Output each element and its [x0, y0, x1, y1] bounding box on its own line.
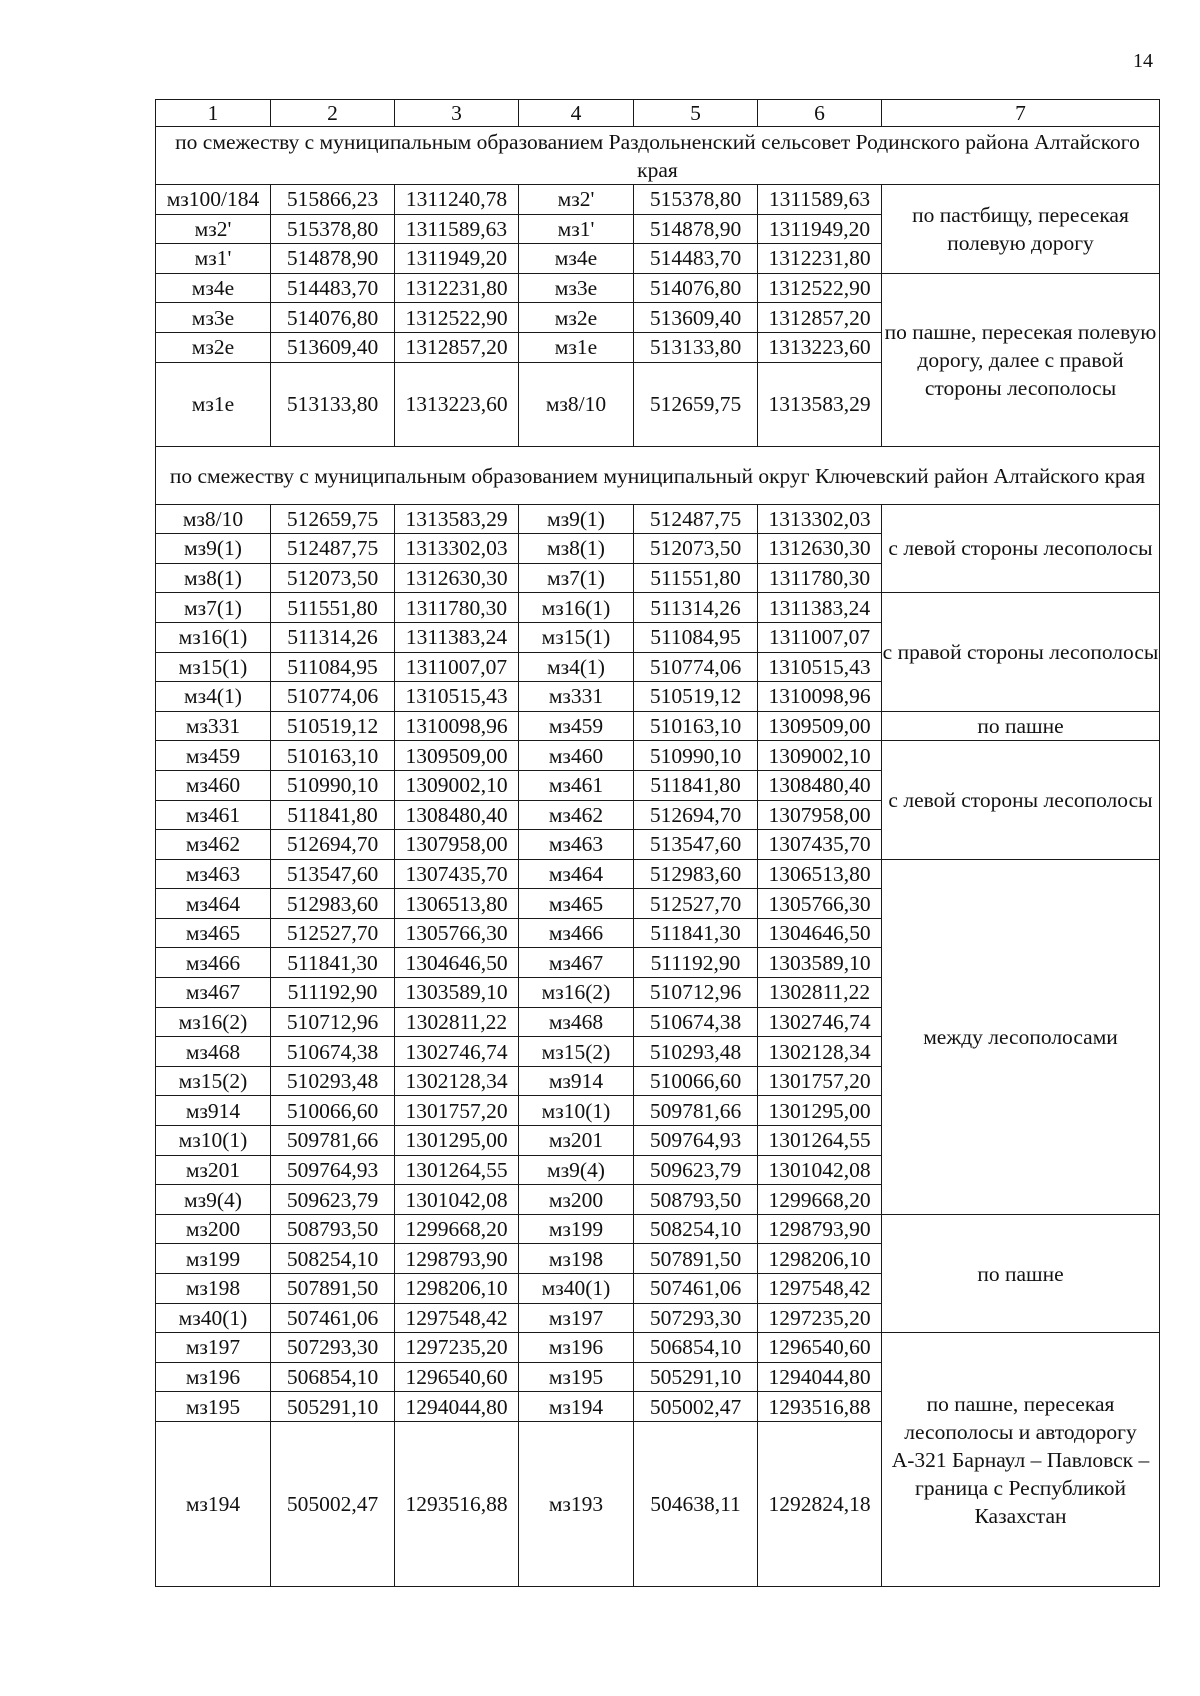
from-x-cell: 512983,60 [271, 889, 395, 919]
from-y-cell: 1309509,00 [395, 741, 519, 771]
boundary-description-cell: по пастбищу, пересекая полевую дорогу [882, 185, 1160, 274]
to-y-cell: 1298793,90 [758, 1214, 882, 1244]
from-y-cell: 1302128,34 [395, 1066, 519, 1096]
boundary-coordinates-table-wrap [155, 99, 1159, 1587]
boundary-description-cell: по пашне [882, 711, 1160, 741]
to-x-cell: 504638,11 [634, 1421, 758, 1586]
to-x-cell: 509764,93 [634, 1126, 758, 1156]
to-point-cell: мз464 [519, 859, 634, 889]
from-y-cell: 1296540,60 [395, 1362, 519, 1392]
from-x-cell: 509764,93 [271, 1155, 395, 1185]
to-point-cell: мз200 [519, 1185, 634, 1215]
from-x-cell: 509781,66 [271, 1126, 395, 1156]
to-y-cell: 1302128,34 [758, 1037, 882, 1067]
boundary-description-cell: с левой стороны лесополосы [882, 741, 1160, 859]
boundary-description-cell: по пашне [882, 1214, 1160, 1332]
from-point-cell: мз40(1) [156, 1303, 271, 1333]
to-y-cell: 1298206,10 [758, 1244, 882, 1274]
from-x-cell: 505291,10 [271, 1392, 395, 1422]
from-point-cell: мз100/184 [156, 185, 271, 215]
from-x-cell: 513133,80 [271, 362, 395, 446]
to-point-cell: мз2' [519, 185, 634, 215]
to-point-cell: мз466 [519, 918, 634, 948]
to-point-cell: мз7(1) [519, 563, 634, 593]
to-x-cell: 505291,10 [634, 1362, 758, 1392]
from-x-cell: 510066,60 [271, 1096, 395, 1126]
to-y-cell: 1297548,42 [758, 1274, 882, 1304]
to-point-cell: мз4(1) [519, 652, 634, 682]
from-point-cell: мз331 [156, 711, 271, 741]
to-x-cell: 509781,66 [634, 1096, 758, 1126]
from-point-cell: мз201 [156, 1155, 271, 1185]
to-point-cell: мз331 [519, 682, 634, 712]
from-y-cell: 1312522,90 [395, 303, 519, 333]
to-x-cell: 511841,80 [634, 770, 758, 800]
to-y-cell: 1313302,03 [758, 504, 882, 534]
to-y-cell: 1294044,80 [758, 1362, 882, 1392]
boundary-description-cell: по пашне, пересекая полевую дорогу, далее с правой стороны лесополосы [882, 273, 1160, 446]
to-y-cell: 1297235,20 [758, 1303, 882, 1333]
from-point-cell: мз2е [156, 332, 271, 362]
to-y-cell: 1310098,96 [758, 682, 882, 712]
to-x-cell: 509623,79 [634, 1155, 758, 1185]
from-point-cell: мз460 [156, 770, 271, 800]
column-header-1: 1 [156, 100, 271, 127]
to-y-cell: 1312630,30 [758, 534, 882, 564]
to-point-cell: мз40(1) [519, 1274, 634, 1304]
to-point-cell: мз9(4) [519, 1155, 634, 1185]
to-y-cell: 1309002,10 [758, 741, 882, 771]
from-x-cell: 513609,40 [271, 332, 395, 362]
table-row [156, 504, 1160, 534]
from-point-cell: мз2' [156, 214, 271, 244]
from-y-cell: 1301042,08 [395, 1185, 519, 1215]
from-y-cell: 1312857,20 [395, 332, 519, 362]
from-x-cell: 512527,70 [271, 918, 395, 948]
to-point-cell: мз468 [519, 1007, 634, 1037]
to-x-cell: 510163,10 [634, 711, 758, 741]
to-point-cell: мз16(1) [519, 593, 634, 623]
boundary-description-cell: с левой стороны лесополосы [882, 504, 1160, 593]
to-y-cell: 1301295,00 [758, 1096, 882, 1126]
to-y-cell: 1302746,74 [758, 1007, 882, 1037]
to-x-cell: 507461,06 [634, 1274, 758, 1304]
to-x-cell: 510519,12 [634, 682, 758, 712]
to-y-cell: 1312857,20 [758, 303, 882, 333]
to-y-cell: 1299668,20 [758, 1185, 882, 1215]
to-y-cell: 1304646,50 [758, 918, 882, 948]
from-y-cell: 1298793,90 [395, 1244, 519, 1274]
to-point-cell: мз465 [519, 889, 634, 919]
from-x-cell: 511841,80 [271, 800, 395, 830]
from-y-cell: 1304646,50 [395, 948, 519, 978]
to-point-cell: мз15(1) [519, 622, 634, 652]
to-y-cell: 1310515,43 [758, 652, 882, 682]
to-point-cell: мз10(1) [519, 1096, 634, 1126]
from-point-cell: мз10(1) [156, 1126, 271, 1156]
from-x-cell: 510674,38 [271, 1037, 395, 1067]
from-y-cell: 1302811,22 [395, 1007, 519, 1037]
from-x-cell: 510163,10 [271, 741, 395, 771]
section-title-row [156, 127, 1160, 185]
from-x-cell: 512659,75 [271, 504, 395, 534]
boundary-description-cell: по пашне, пересекая лесополосы и автодорогу А-321 Барнаул – Павловск – граница с Республикой Казахстан [882, 1333, 1160, 1587]
from-x-cell: 513547,60 [271, 859, 395, 889]
from-x-cell: 510990,10 [271, 770, 395, 800]
to-point-cell: мз15(2) [519, 1037, 634, 1067]
to-x-cell: 510066,60 [634, 1066, 758, 1096]
from-point-cell: мз9(1) [156, 534, 271, 564]
to-y-cell: 1292824,18 [758, 1421, 882, 1586]
to-x-cell: 514076,80 [634, 273, 758, 303]
to-x-cell: 512487,75 [634, 504, 758, 534]
to-y-cell: 1306513,80 [758, 859, 882, 889]
from-y-cell: 1306513,80 [395, 889, 519, 919]
to-y-cell: 1303589,10 [758, 948, 882, 978]
from-y-cell: 1311949,20 [395, 244, 519, 274]
from-y-cell: 1312630,30 [395, 563, 519, 593]
from-y-cell: 1293516,88 [395, 1421, 519, 1586]
to-x-cell: 511551,80 [634, 563, 758, 593]
from-point-cell: мз9(4) [156, 1185, 271, 1215]
to-y-cell: 1301042,08 [758, 1155, 882, 1185]
table-row [156, 859, 1160, 889]
to-x-cell: 512694,70 [634, 800, 758, 830]
from-x-cell: 512694,70 [271, 830, 395, 860]
from-y-cell: 1308480,40 [395, 800, 519, 830]
to-x-cell: 511841,30 [634, 918, 758, 948]
from-y-cell: 1311383,24 [395, 622, 519, 652]
from-y-cell: 1299668,20 [395, 1214, 519, 1244]
table-row [156, 1333, 1160, 1363]
from-point-cell: мз461 [156, 800, 271, 830]
from-y-cell: 1301295,00 [395, 1126, 519, 1156]
from-x-cell: 514076,80 [271, 303, 395, 333]
to-x-cell: 510990,10 [634, 741, 758, 771]
from-point-cell: мз8/10 [156, 504, 271, 534]
column-header-2: 2 [271, 100, 395, 127]
from-x-cell: 511192,90 [271, 978, 395, 1008]
to-x-cell: 510712,96 [634, 978, 758, 1008]
to-x-cell: 511192,90 [634, 948, 758, 978]
to-x-cell: 510674,38 [634, 1007, 758, 1037]
from-y-cell: 1301264,55 [395, 1155, 519, 1185]
boundary-description-cell: между лесополосами [882, 859, 1160, 1214]
from-x-cell: 510774,06 [271, 682, 395, 712]
to-y-cell: 1301757,20 [758, 1066, 882, 1096]
to-y-cell: 1302811,22 [758, 978, 882, 1008]
from-point-cell: мз4(1) [156, 682, 271, 712]
to-x-cell: 512527,70 [634, 889, 758, 919]
to-x-cell: 512073,50 [634, 534, 758, 564]
from-y-cell: 1302746,74 [395, 1037, 519, 1067]
from-point-cell: мз198 [156, 1274, 271, 1304]
column-header-4: 4 [519, 100, 634, 127]
to-point-cell: мз16(2) [519, 978, 634, 1008]
to-point-cell: мз199 [519, 1214, 634, 1244]
to-x-cell: 514483,70 [634, 244, 758, 274]
to-point-cell: мз197 [519, 1303, 634, 1333]
page-number: 14 [1133, 50, 1153, 72]
table-row [156, 273, 1160, 303]
table-body [156, 127, 1160, 1587]
from-x-cell: 511314,26 [271, 622, 395, 652]
to-y-cell: 1301264,55 [758, 1126, 882, 1156]
to-point-cell: мз1' [519, 214, 634, 244]
from-x-cell: 508254,10 [271, 1244, 395, 1274]
from-y-cell: 1297548,42 [395, 1303, 519, 1333]
from-y-cell: 1311007,07 [395, 652, 519, 682]
from-x-cell: 514878,90 [271, 244, 395, 274]
to-x-cell: 515378,80 [634, 185, 758, 215]
to-point-cell: мз9(1) [519, 504, 634, 534]
table-row [156, 1214, 1160, 1244]
to-point-cell: мз198 [519, 1244, 634, 1274]
from-y-cell: 1313223,60 [395, 362, 519, 446]
to-point-cell: мз2е [519, 303, 634, 333]
to-point-cell: мз201 [519, 1126, 634, 1156]
from-point-cell: мз467 [156, 978, 271, 1008]
to-y-cell: 1307958,00 [758, 800, 882, 830]
from-x-cell: 515866,23 [271, 185, 395, 215]
boundary-coordinates-table [155, 99, 1160, 1587]
from-x-cell: 509623,79 [271, 1185, 395, 1215]
to-y-cell: 1311780,30 [758, 563, 882, 593]
to-x-cell: 511314,26 [634, 593, 758, 623]
from-y-cell: 1307958,00 [395, 830, 519, 860]
column-header-5: 5 [634, 100, 758, 127]
to-x-cell: 507891,50 [634, 1244, 758, 1274]
to-x-cell: 505002,47 [634, 1392, 758, 1422]
to-point-cell: мз193 [519, 1421, 634, 1586]
to-y-cell: 1313223,60 [758, 332, 882, 362]
column-header-7: 7 [882, 100, 1160, 127]
to-point-cell: мз467 [519, 948, 634, 978]
to-point-cell: мз196 [519, 1333, 634, 1363]
to-y-cell: 1312231,80 [758, 244, 882, 274]
section-title: по смежеству с муниципальным образованием Раздольненский сельсовет Родинского района Алтайского края [156, 127, 1160, 185]
to-x-cell: 513547,60 [634, 830, 758, 860]
to-point-cell: мз194 [519, 1392, 634, 1422]
to-x-cell: 512983,60 [634, 859, 758, 889]
from-point-cell: мз16(2) [156, 1007, 271, 1037]
column-header-3: 3 [395, 100, 519, 127]
to-point-cell: мз8/10 [519, 362, 634, 446]
from-x-cell: 510519,12 [271, 711, 395, 741]
from-x-cell: 512073,50 [271, 563, 395, 593]
from-y-cell: 1311240,78 [395, 185, 519, 215]
from-point-cell: мз200 [156, 1214, 271, 1244]
from-x-cell: 511841,30 [271, 948, 395, 978]
from-x-cell: 507461,06 [271, 1303, 395, 1333]
to-x-cell: 507293,30 [634, 1303, 758, 1333]
to-x-cell: 513133,80 [634, 332, 758, 362]
to-x-cell: 510774,06 [634, 652, 758, 682]
to-point-cell: мз1е [519, 332, 634, 362]
to-y-cell: 1296540,60 [758, 1333, 882, 1363]
from-point-cell: мз15(2) [156, 1066, 271, 1096]
from-x-cell: 510712,96 [271, 1007, 395, 1037]
to-x-cell: 506854,10 [634, 1333, 758, 1363]
from-x-cell: 515378,80 [271, 214, 395, 244]
section-title-row [156, 446, 1160, 504]
to-x-cell: 511084,95 [634, 622, 758, 652]
from-x-cell: 508793,50 [271, 1214, 395, 1244]
from-point-cell: мз466 [156, 948, 271, 978]
to-point-cell: мз4е [519, 244, 634, 274]
to-x-cell: 514878,90 [634, 214, 758, 244]
from-y-cell: 1312231,80 [395, 273, 519, 303]
to-point-cell: мз461 [519, 770, 634, 800]
from-point-cell: мз464 [156, 889, 271, 919]
to-x-cell: 513609,40 [634, 303, 758, 333]
from-point-cell: мз914 [156, 1096, 271, 1126]
to-y-cell: 1305766,30 [758, 889, 882, 919]
to-y-cell: 1307435,70 [758, 830, 882, 860]
from-point-cell: мз8(1) [156, 563, 271, 593]
to-point-cell: мз3е [519, 273, 634, 303]
from-point-cell: мз1' [156, 244, 271, 274]
from-y-cell: 1311780,30 [395, 593, 519, 623]
from-x-cell: 505002,47 [271, 1421, 395, 1586]
from-point-cell: мз465 [156, 918, 271, 948]
from-point-cell: мз7(1) [156, 593, 271, 623]
from-point-cell: мз196 [156, 1362, 271, 1392]
to-point-cell: мз459 [519, 711, 634, 741]
to-point-cell: мз914 [519, 1066, 634, 1096]
from-y-cell: 1305766,30 [395, 918, 519, 948]
from-x-cell: 510293,48 [271, 1066, 395, 1096]
from-point-cell: мз468 [156, 1037, 271, 1067]
from-x-cell: 511084,95 [271, 652, 395, 682]
from-y-cell: 1303589,10 [395, 978, 519, 1008]
from-x-cell: 507891,50 [271, 1274, 395, 1304]
header-row [156, 100, 1160, 127]
from-point-cell: мз197 [156, 1333, 271, 1363]
to-x-cell: 508254,10 [634, 1214, 758, 1244]
from-point-cell: мз4е [156, 273, 271, 303]
from-y-cell: 1307435,70 [395, 859, 519, 889]
table-row [156, 185, 1160, 215]
to-y-cell: 1311383,24 [758, 593, 882, 623]
from-point-cell: мз463 [156, 859, 271, 889]
from-point-cell: мз462 [156, 830, 271, 860]
from-point-cell: мз194 [156, 1421, 271, 1586]
from-y-cell: 1297235,20 [395, 1333, 519, 1363]
to-x-cell: 512659,75 [634, 362, 758, 446]
boundary-description-cell: с правой стороны лесополосы [882, 593, 1160, 711]
table-row [156, 711, 1160, 741]
to-y-cell: 1311007,07 [758, 622, 882, 652]
from-point-cell: мз15(1) [156, 652, 271, 682]
from-y-cell: 1294044,80 [395, 1392, 519, 1422]
from-y-cell: 1310098,96 [395, 711, 519, 741]
from-y-cell: 1301757,20 [395, 1096, 519, 1126]
section-title: по смежеству с муниципальным образованием муниципальный округ Ключевский район Алтайского края [156, 446, 1160, 504]
from-point-cell: мз199 [156, 1244, 271, 1274]
from-y-cell: 1298206,10 [395, 1274, 519, 1304]
column-header-6: 6 [758, 100, 882, 127]
to-y-cell: 1309509,00 [758, 711, 882, 741]
to-point-cell: мз8(1) [519, 534, 634, 564]
to-point-cell: мз463 [519, 830, 634, 860]
to-y-cell: 1311589,63 [758, 185, 882, 215]
from-y-cell: 1313583,29 [395, 504, 519, 534]
from-y-cell: 1310515,43 [395, 682, 519, 712]
to-y-cell: 1312522,90 [758, 273, 882, 303]
to-y-cell: 1311949,20 [758, 214, 882, 244]
to-point-cell: мз462 [519, 800, 634, 830]
from-point-cell: мз195 [156, 1392, 271, 1422]
to-x-cell: 508793,50 [634, 1185, 758, 1215]
from-point-cell: мз459 [156, 741, 271, 771]
from-x-cell: 512487,75 [271, 534, 395, 564]
to-x-cell: 510293,48 [634, 1037, 758, 1067]
to-y-cell: 1313583,29 [758, 362, 882, 446]
to-point-cell: мз195 [519, 1362, 634, 1392]
from-x-cell: 514483,70 [271, 273, 395, 303]
from-y-cell: 1313302,03 [395, 534, 519, 564]
from-point-cell: мз1е [156, 362, 271, 446]
from-y-cell: 1309002,10 [395, 770, 519, 800]
to-y-cell: 1293516,88 [758, 1392, 882, 1422]
from-x-cell: 506854,10 [271, 1362, 395, 1392]
from-point-cell: мз3е [156, 303, 271, 333]
table-row [156, 741, 1160, 771]
to-y-cell: 1308480,40 [758, 770, 882, 800]
to-point-cell: мз460 [519, 741, 634, 771]
from-y-cell: 1311589,63 [395, 214, 519, 244]
from-x-cell: 511551,80 [271, 593, 395, 623]
from-point-cell: мз16(1) [156, 622, 271, 652]
table-row [156, 593, 1160, 623]
from-x-cell: 507293,30 [271, 1333, 395, 1363]
